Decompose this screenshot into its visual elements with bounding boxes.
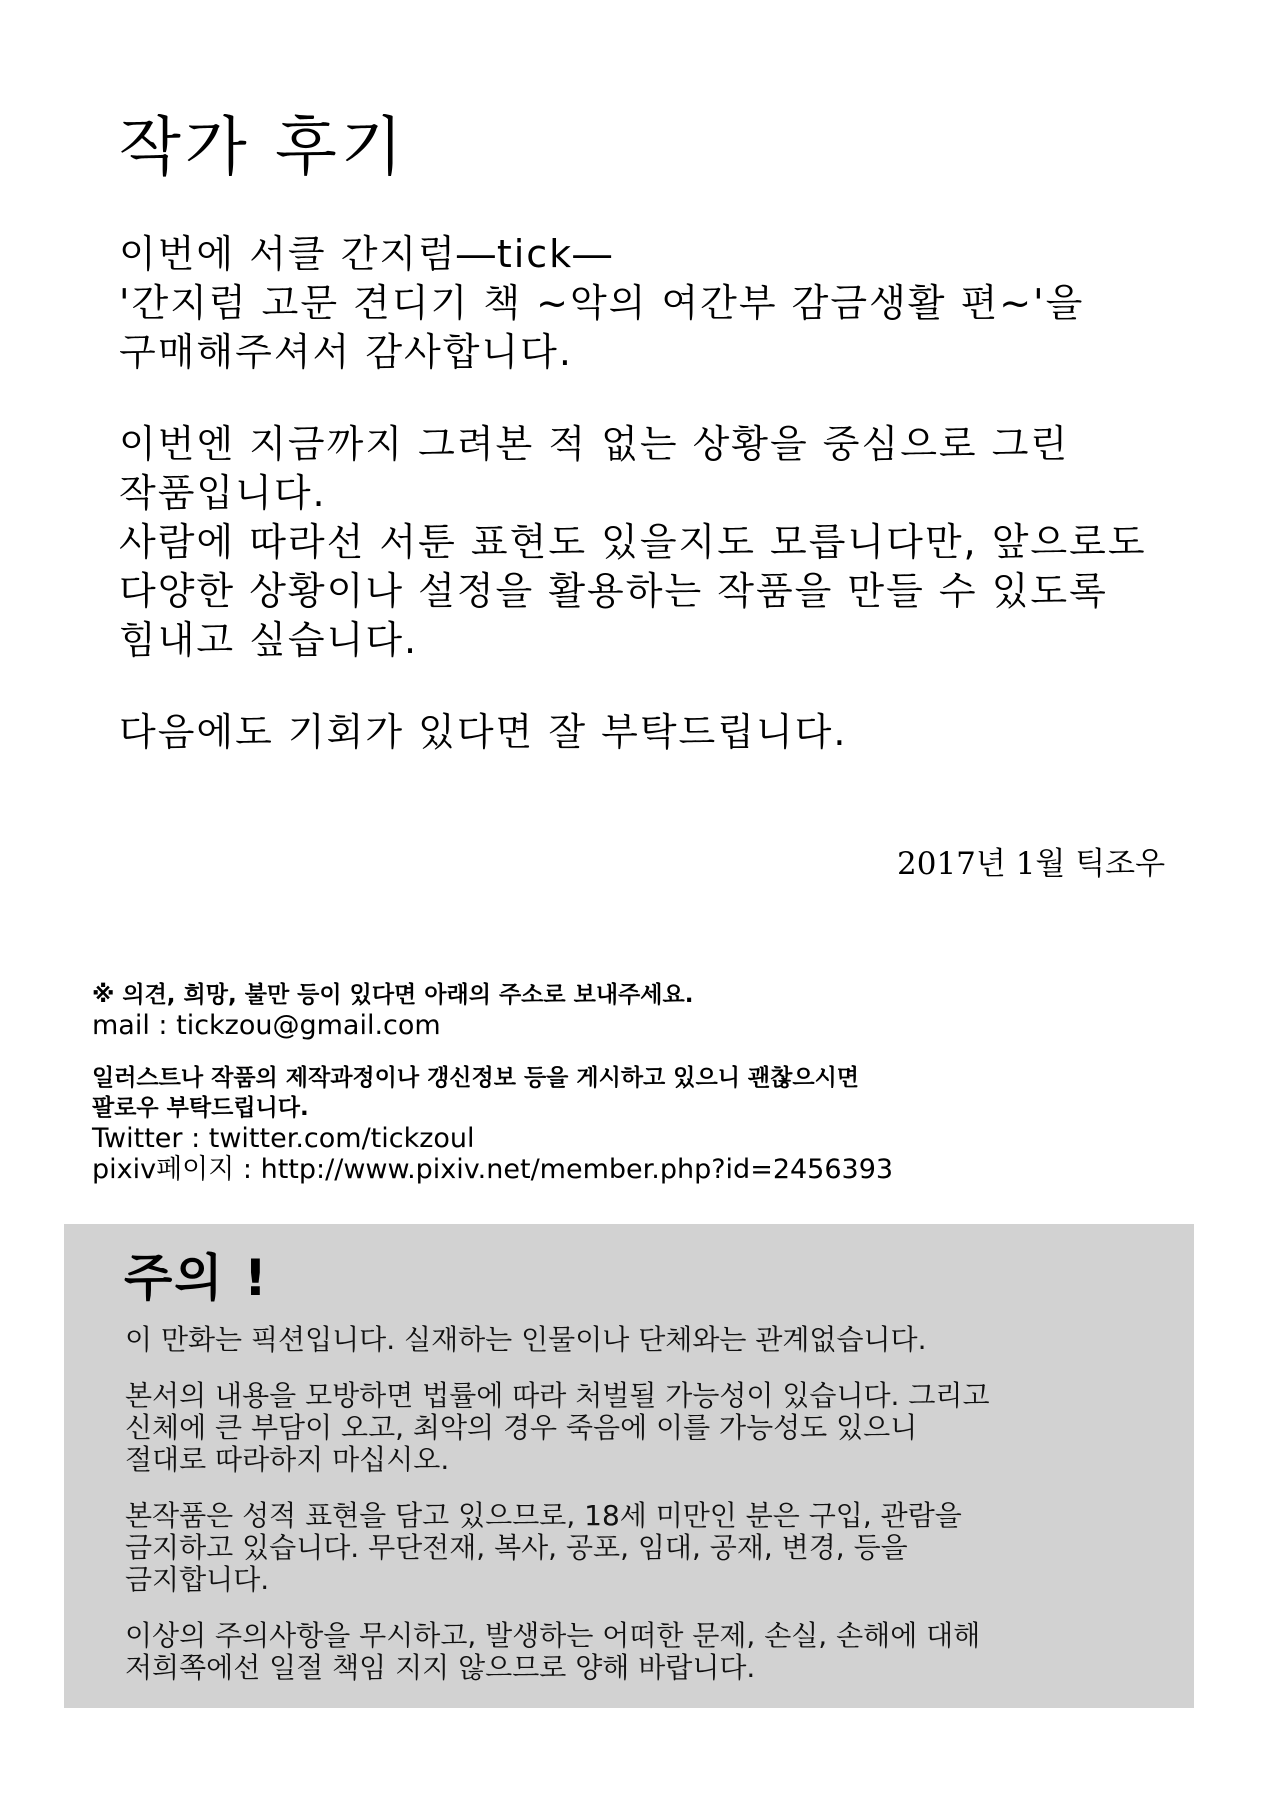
text-line: 금지합니다. — [125, 1563, 270, 1596]
afterword-paragraph-2 — [119, 420, 1199, 665]
text-line: 다음에도 기회가 있다면 잘 부탁드립니다. — [119, 709, 848, 754]
text-line: 이번엔 지금까지 그려본 적 없는 상황을 중심으로 그린 — [119, 421, 1070, 466]
follow-request-line: 팔로우 부탁드립니다. — [92, 1095, 309, 1121]
text-line: 힘내고 싶습니다. — [119, 617, 419, 662]
text-line: 본서의 내용을 모방하면 법률에 따라 처벌될 가능성이 있습니다. 그리고 — [125, 1379, 990, 1412]
afterword-section — [119, 112, 1199, 800]
caution-paragraph — [125, 1620, 1185, 1684]
author-signature: 2017년 1월 틱조우 — [897, 846, 1166, 882]
caution-paragraph — [125, 1380, 1185, 1476]
text-line: 이번에 서클 간지럼―tick― — [119, 231, 614, 276]
text-line: 본작품은 성적 표현을 담고 있으므로, 18세 미만인 분은 구입, 관람을 — [125, 1499, 962, 1532]
caution-title: 주의 ! — [124, 1249, 269, 1307]
caution-box — [64, 1224, 1194, 1708]
caution-body — [125, 1324, 1185, 1708]
afterword-paragraph-3 — [119, 708, 1199, 757]
text-line: 저희쪽에선 일절 책임 지지 않으므로 양해 바랍니다. — [125, 1651, 756, 1684]
text-line: '간지럼 고문 견디기 책 ~악의 여간부 감금생활 편~'을 — [119, 280, 1085, 325]
text-line: 이 만화는 픽션입니다. 실재하는 인물이나 단체와는 관계없습니다. — [125, 1323, 927, 1356]
contact-note: ※ 의견, 희망, 불만 등이 있다면 아래의 주소로 보내주세요. — [92, 982, 694, 1008]
text-line: 이상의 주의사항을 무시하고, 발생하는 어떠한 문제, 손실, 손해에 대해 — [125, 1619, 981, 1652]
text-line: 작품입니다. — [119, 470, 327, 515]
caution-paragraph — [125, 1500, 1185, 1596]
twitter-address: Twitter : twitter.com/tickzoul — [92, 1123, 475, 1154]
text-line: 금지하고 있습니다. 무단전재, 복사, 공포, 임대, 공재, 변경, 등을 — [125, 1531, 908, 1564]
caution-paragraph — [125, 1324, 1185, 1356]
follow-request-line: 일러스트나 작품의 제작과정이나 갱신정보 등을 게시하고 있으니 괜찮으시면 — [92, 1065, 860, 1091]
text-line: 사람에 따라선 서툰 표현도 있을지도 모릅니다만, 앞으로도 — [119, 519, 1147, 564]
text-line: 다양한 상황이나 설정을 활용하는 작품을 만들 수 있도록 — [119, 568, 1108, 613]
contact-section — [92, 980, 1192, 1185]
text-line: 절대로 따라하지 마십시오. — [125, 1443, 450, 1476]
afterword-paragraph-1 — [119, 230, 1199, 377]
text-line: 신체에 큰 부담이 오고, 최악의 경우 죽음에 이를 가능성도 있으니 — [125, 1411, 918, 1444]
afterword-title: 작가 후기 — [119, 111, 407, 185]
spacer — [92, 1041, 1192, 1063]
pixiv-address: pixiv페이지 : http://www.pixiv.net/member.php?id=2456393 — [92, 1154, 894, 1185]
mail-address: mail : tickzou@gmail.com — [92, 1010, 441, 1041]
text-line: 구매해주셔서 감사합니다. — [119, 329, 573, 374]
